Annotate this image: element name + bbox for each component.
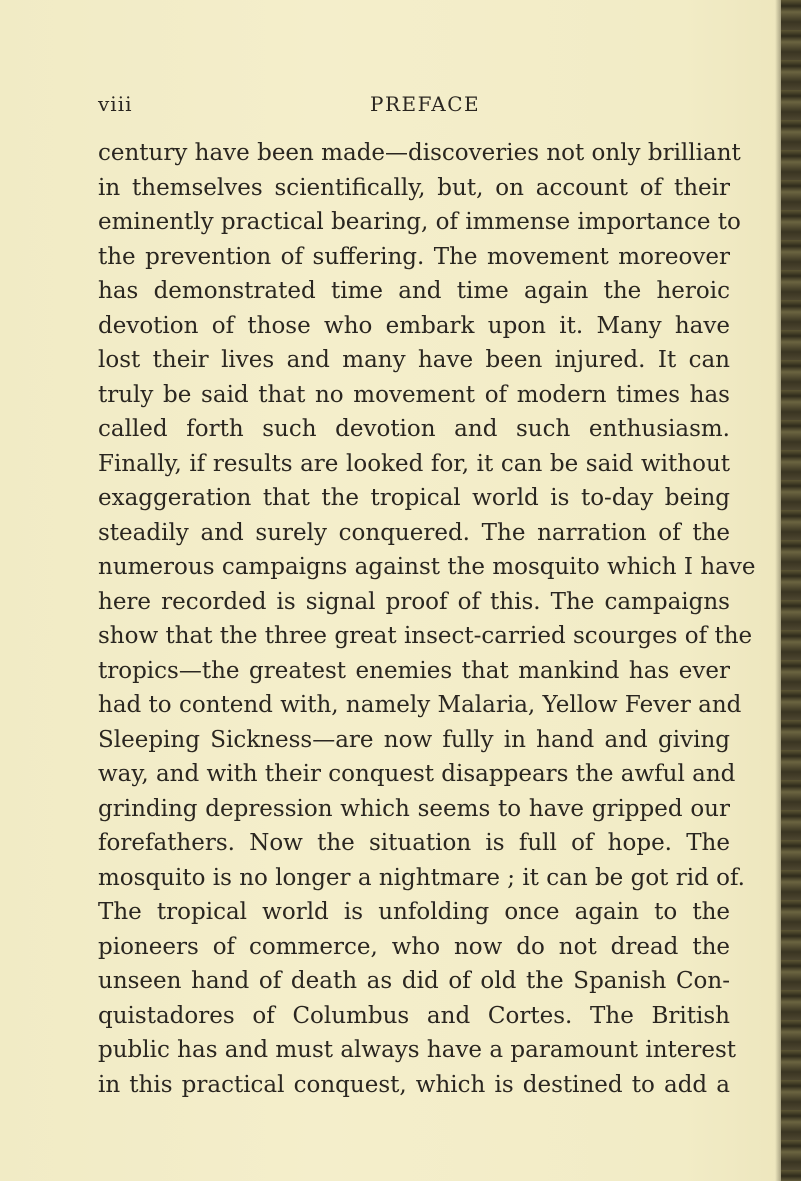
text-line: public has and must always have a paramount interest bbox=[98, 1037, 737, 1063]
page-number: viii bbox=[98, 92, 133, 116]
text-line: has demonstrated time and time again the heroic bbox=[98, 278, 730, 304]
text-line: in this practical conquest, which is destined to add a bbox=[98, 1071, 730, 1098]
text-line: numerous campaigns against the mosquito which I have bbox=[98, 554, 756, 580]
text-line: called forth such devotion and such enthusiasm. bbox=[98, 416, 730, 442]
running-head: PREFACE bbox=[370, 92, 481, 116]
text-line: forefathers. Now the situation is full of hope. The bbox=[98, 830, 730, 856]
text-line: Finally, if results are looked for, it can be said without bbox=[98, 450, 730, 477]
text-line: unseen hand of death as did of old the Spanish Con- bbox=[98, 968, 730, 994]
text-line: exaggeration that the tropical world is to-day being bbox=[98, 485, 730, 511]
text-line: in themselves scientifically, but, on account of their bbox=[98, 174, 730, 201]
text-line: tropics—the greatest enemies that mankind has ever bbox=[98, 657, 730, 684]
text-line: show that the three great insect-carried scourges of the bbox=[98, 623, 753, 649]
text-line: Sleeping Sickness—are now fully in hand and giving bbox=[98, 726, 730, 753]
text-line: truly be said that no movement of modern times has bbox=[98, 381, 730, 408]
page-header bbox=[98, 92, 728, 128]
text-line: way, and with their conquest disappears the awful and bbox=[98, 761, 736, 787]
text-line: the prevention of suffering. The movement moreover bbox=[98, 243, 730, 270]
text-line: grinding depression which seems to have gripped our bbox=[98, 795, 730, 822]
text-line: century have been made—discoveries not only brilliant bbox=[98, 140, 741, 166]
text-line: eminently practical bearing, of immense importance to bbox=[98, 209, 741, 235]
text-line: pioneers of commerce, who now do not dread the bbox=[98, 933, 730, 960]
text-line: lost their lives and many have been injured. It can bbox=[98, 347, 730, 373]
text-line: had to contend with, namely Malaria, Yellow Fever and bbox=[98, 692, 742, 718]
text-line: mosquito is no longer a nightmare ; it can be got rid of. bbox=[98, 864, 745, 891]
body-text bbox=[98, 136, 756, 1102]
text-line: quistadores of Columbus and Cortes. The British bbox=[98, 1002, 730, 1029]
text-line: here recorded is signal proof of this. The campaigns bbox=[98, 588, 730, 615]
text-line: devotion of those who embark upon it. Many have bbox=[98, 312, 730, 339]
book-binding-edge bbox=[781, 0, 801, 1181]
text-line: steadily and surely conquered. The narration of the bbox=[98, 519, 730, 546]
text-line: The tropical world is unfolding once again to the bbox=[98, 899, 730, 925]
